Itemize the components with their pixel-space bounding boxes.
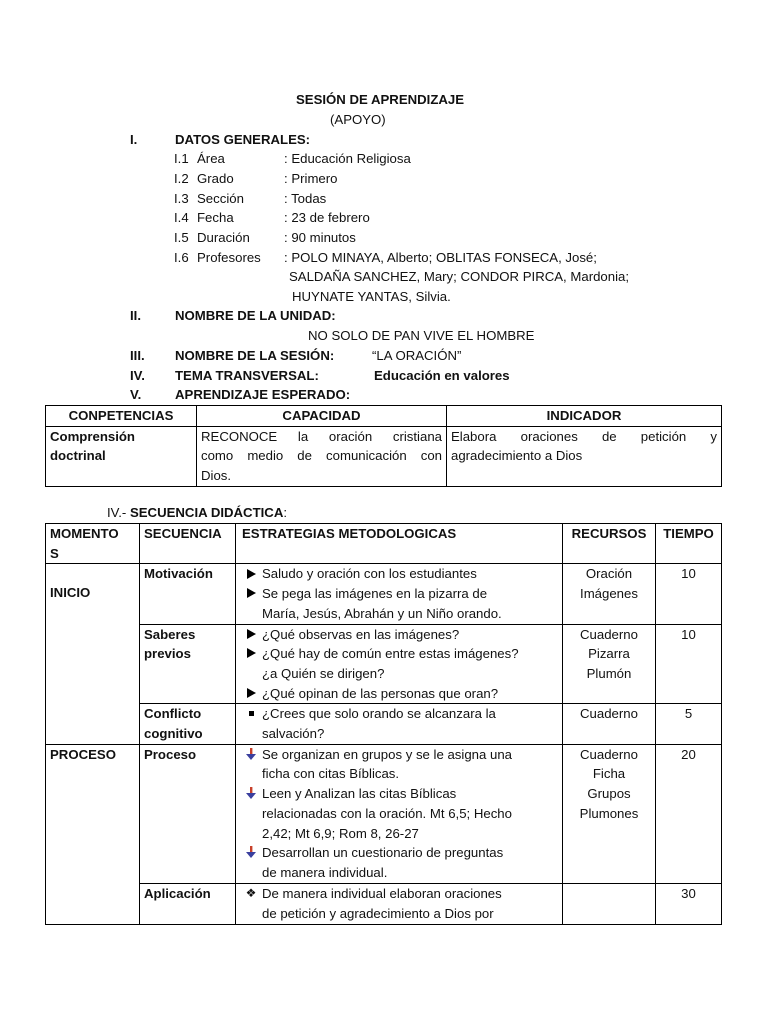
list-item: Desarrollan un cuestionario de preguntas (240, 843, 558, 863)
section-5-number: V. (130, 387, 142, 402)
list-item: ficha con citas Bíblicas. (262, 766, 400, 782)
profesores-continued: SALDAÑA SANCHEZ, Mary; CONDOR PIRCA, Mardonia; (289, 269, 630, 284)
datos-label: Sección (197, 191, 244, 206)
datos-value: : 90 minutos (284, 230, 356, 245)
recurso-item: Cuaderno (580, 746, 638, 762)
tiempo-proceso: 20 (656, 744, 722, 883)
tiempo-aplicacion: 30 (656, 883, 722, 924)
section-3-number: III. (130, 348, 145, 363)
datos-value: : Primero (284, 171, 338, 186)
secuencia-line: Saberes (144, 626, 196, 642)
datos-value: : 23 de febrero (284, 210, 370, 225)
square-bullet-icon (249, 711, 254, 716)
hand-bullet-icon (245, 846, 257, 858)
tiempo-saberes: 10 (656, 624, 722, 704)
datos-label: Profesores (197, 250, 261, 265)
arrow-bullet-icon (247, 688, 256, 698)
competencia-cell (46, 426, 197, 486)
unidad-name: NO SOLO DE PAN VIVE EL HOMBRE (308, 328, 535, 343)
competencia-line: doctrinal (50, 448, 106, 464)
list-item: Se organizan en grupos y se le asigna una (240, 745, 558, 765)
datos-num: I.6 (174, 250, 189, 265)
section-4-label: TEMA TRANSVERSAL: (175, 368, 319, 383)
capacidad-line: Dios. (201, 468, 232, 484)
estrategias-aplicacion (236, 883, 563, 924)
list-item: relacionadas con la oración. Mt 6,5; Hecho (262, 805, 512, 821)
competencia-line: Comprensión (50, 428, 135, 444)
indicador-line: Elabora oraciones de petición y (451, 428, 717, 444)
section-1-number: I. (130, 132, 138, 147)
secuencia-line: cognitivo (144, 726, 203, 742)
arrow-bullet-icon (247, 588, 256, 598)
list-item: ¿Qué observas en las imágenes? (240, 625, 558, 645)
secuencia-line: previos (144, 646, 191, 662)
profesores-continued: HUYNATE YANTAS, Silvia. (292, 289, 451, 304)
indicador-line: agradecimiento a Dios (451, 448, 583, 464)
momento-proceso: PROCESO (46, 744, 140, 924)
recursos-motivacion (563, 564, 656, 624)
recurso-item: Cuaderno (580, 626, 638, 642)
header-estrategias: ESTRATEGIAS METODOLOGICAS (236, 524, 563, 564)
table-row (46, 883, 722, 924)
table-row (46, 564, 722, 624)
recurso-item: Pizarra (588, 646, 630, 662)
recurso-item: Grupos (587, 786, 631, 802)
table-row (46, 704, 722, 744)
secuencia-proceso: Proceso (140, 744, 236, 883)
list-item: María, Jesús, Abrahán y un Niño orando. (262, 605, 502, 621)
secuencia-title: SECUENCIA DIDÁCTICA (129, 505, 284, 520)
header-momentos-line: MOMENTO (50, 526, 119, 541)
hand-bullet-icon (245, 787, 257, 799)
datos-num: I.4 (174, 210, 189, 225)
aprendizaje-table (45, 405, 722, 487)
recurso-item: Cuaderno (580, 706, 638, 722)
estrategias-motivacion (236, 564, 563, 624)
secuencia-conflicto (140, 704, 236, 744)
datos-num: I.5 (174, 230, 189, 245)
capacidad-line: RECONOCE la oración cristiana (201, 428, 442, 444)
recurso-item: Imágenes (580, 586, 638, 602)
datos-value: : Educación Religiosa (284, 151, 411, 166)
header-momentos-line: S (50, 545, 59, 561)
estrategias-conflicto (236, 704, 563, 744)
secuencia-prefix: IV.- (107, 505, 130, 520)
datos-label: Grado (197, 171, 234, 186)
diamond-bullet-icon: ❖ (245, 885, 257, 900)
list-item: de manera individual. (262, 864, 388, 880)
secuencia-motivacion: Motivación (140, 564, 236, 624)
datos-label: Duración (197, 230, 250, 245)
tiempo-conflicto: 5 (656, 704, 722, 744)
header-capacidad: CAPACIDAD (197, 406, 447, 427)
recurso-item: Plumones (579, 805, 639, 821)
datos-label: Fecha (197, 210, 234, 225)
recurso-item: Plumón (586, 665, 632, 681)
list-item: salvación? (262, 726, 325, 742)
datos-value: : Todas (284, 191, 327, 206)
section-1-label: DATOS GENERALES: (175, 132, 311, 147)
section-4-number: IV. (130, 368, 145, 383)
arrow-bullet-icon (247, 629, 256, 639)
list-item: ¿Crees que solo orando se alcanzara la (240, 704, 558, 724)
table-header-row (46, 524, 722, 564)
secuencia-aplicacion: Aplicación (140, 883, 236, 924)
estrategias-proceso (236, 744, 563, 883)
datos-value: : POLO MINAYA, Alberto; OBLITAS FONSECA, José; (284, 250, 597, 265)
list-item: ¿Qué hay de común entre estas imágenes? (240, 644, 558, 664)
arrow-bullet-icon (247, 569, 256, 579)
datos-num: I.2 (174, 171, 189, 186)
page-title: SESIÓN DE APRENDIZAJE (296, 92, 465, 107)
recursos-aplicacion (563, 883, 656, 924)
page-subtitle: (APOYO) (330, 112, 386, 127)
indicador-cell (447, 426, 722, 486)
table-row (46, 426, 722, 486)
secuencia-suffix: : (283, 505, 288, 520)
sesion-name: “LA ORACIÓN” (372, 348, 462, 363)
datos-label: Área (197, 151, 225, 166)
list-item: ¿a Quién se dirigen? (262, 665, 385, 681)
capacidad-cell (197, 426, 447, 486)
list-item: Saludo y oración con los estudiantes (240, 564, 558, 584)
section-5-label: APRENDIZAJE ESPERADO: (175, 387, 351, 402)
secuencia-line: Conflicto (144, 706, 202, 722)
header-tiempo: TIEMPO (656, 524, 722, 564)
header-indicador: INDICADOR (447, 406, 722, 427)
header-recursos: RECURSOS (563, 524, 656, 564)
section-2-label: NOMBRE DE LA UNIDAD: (175, 308, 336, 323)
list-item: ¿Qué opinan de las personas que oran? (240, 684, 558, 704)
estrategias-saberes (236, 624, 563, 704)
recurso-item: Ficha (592, 766, 626, 782)
list-item: Se pega las imágenes en la pizarra de (240, 584, 558, 604)
recurso-item: Oración (585, 566, 633, 582)
header-competencias: CONPETENCIAS (46, 406, 197, 427)
list-item: 2,42; Mt 6,9; Rom 8, 26-27 (262, 825, 419, 841)
tiempo-motivacion: 10 (656, 564, 722, 624)
recursos-proceso (563, 744, 656, 883)
hand-bullet-icon (245, 748, 257, 760)
section-3-label: NOMBRE DE LA SESIÓN: (175, 348, 335, 363)
datos-num: I.3 (174, 191, 189, 206)
secuencia-table (45, 523, 722, 925)
tema-value: Educación en valores (374, 368, 510, 383)
list-item: ❖ De manera individual elaboran oraciones (240, 884, 558, 904)
recursos-saberes (563, 624, 656, 704)
header-momentos (46, 524, 140, 564)
table-header-row (46, 406, 722, 427)
table-row (46, 744, 722, 883)
datos-num: I.1 (174, 151, 189, 166)
arrow-bullet-icon (247, 648, 256, 658)
table-row (46, 624, 722, 704)
header-secuencia: SECUENCIA (140, 524, 236, 564)
capacidad-line: como medio de comunicación con (201, 448, 442, 464)
list-item: Leen y Analizan las citas Bíblicas (240, 784, 558, 804)
section-2-number: II. (130, 308, 141, 323)
secuencia-heading (107, 503, 287, 523)
secuencia-saberes (140, 624, 236, 704)
recursos-conflicto (563, 704, 656, 744)
list-item: de petición y agradecimiento a Dios por (262, 906, 494, 922)
momento-inicio: INICIO (46, 564, 140, 744)
